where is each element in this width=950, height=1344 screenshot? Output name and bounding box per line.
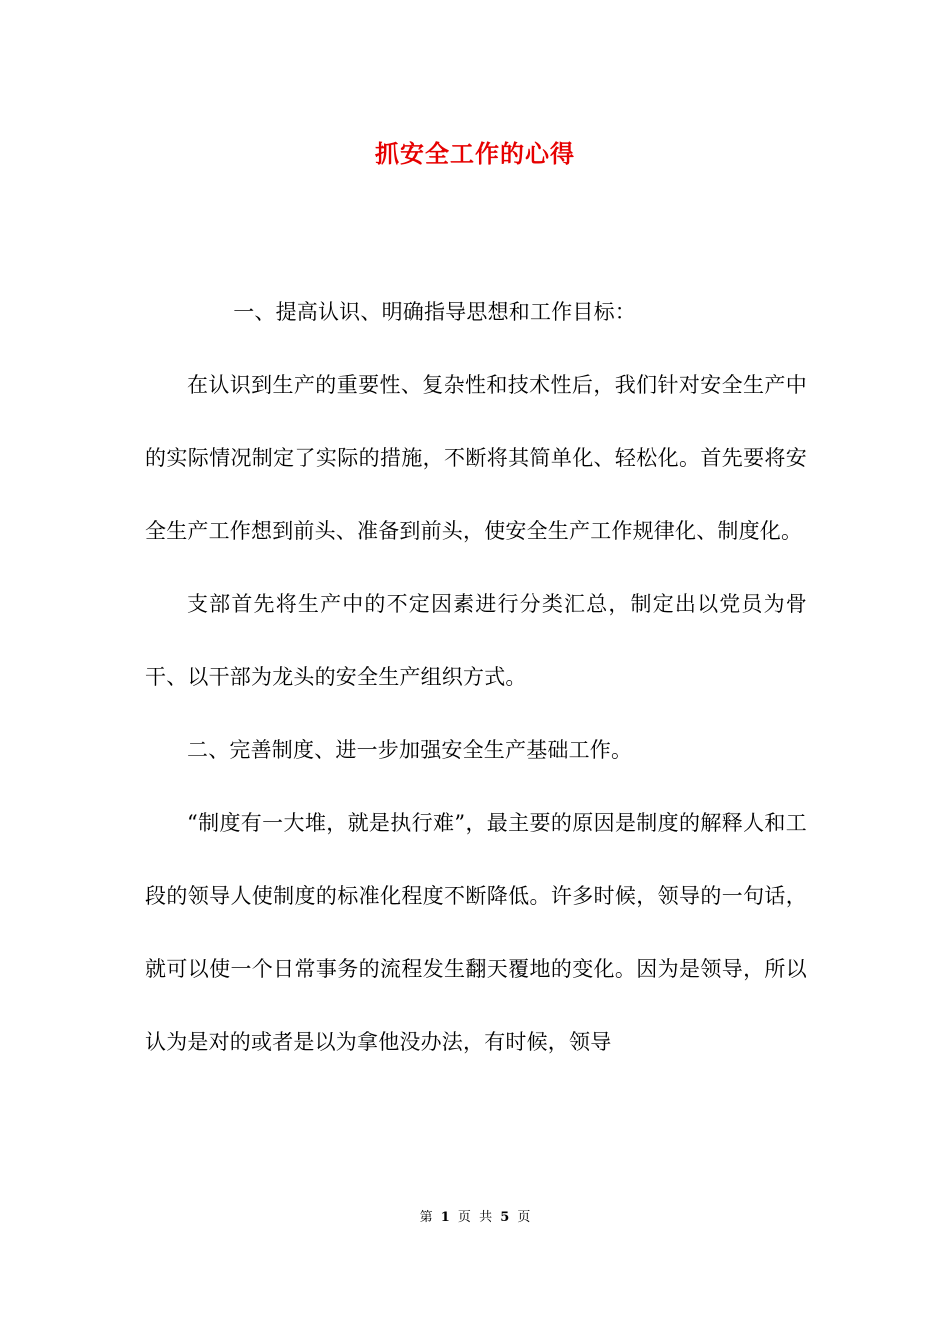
- footer-page-number: 1: [440, 1210, 450, 1225]
- paragraph-3: “制度有一大堆，就是执行难”，最主要的原因是制度的解释人和工段的领导人使制度的标准化程度不断降低。许多时候，领导的一句话，就可以使一个日常事务的流程发生翻天覆地的变化。因为是领导，所以认为是对的或者是以为拿他没办法，有时候，领导: [145, 811, 807, 1054]
- page-footer: [0, 1208, 950, 1228]
- paragraph-1: 在认识到生产的重要性、复杂性和技术性后，我们针对安全生产中的实际情况制定了实际的措施，不断将其简单化、轻松化。首先要将安全生产工作想到前头、准备到前头，使安全生产工作规律化、制度化。: [145, 373, 807, 543]
- footer-page-word: 页: [457, 1210, 471, 1225]
- section-heading-1: 一、提高认识、明确指导思想和工作目标：: [233, 300, 636, 324]
- footer-total-pages: 5: [500, 1210, 510, 1225]
- footer-suffix: 页: [517, 1210, 531, 1225]
- footer-prefix: 第: [419, 1210, 433, 1225]
- document-title: 抓安全工作的心得: [375, 139, 575, 168]
- footer-total-word: 共: [479, 1210, 493, 1225]
- paragraph-2: 支部首先将生产中的不定因素进行分类汇总，制定出以党员为骨干、以干部为龙头的安全生产组织方式。: [145, 592, 807, 689]
- document-body: [145, 276, 807, 1079]
- section-heading-2: 二、完善制度、进一步加强安全生产基础工作。: [187, 738, 633, 762]
